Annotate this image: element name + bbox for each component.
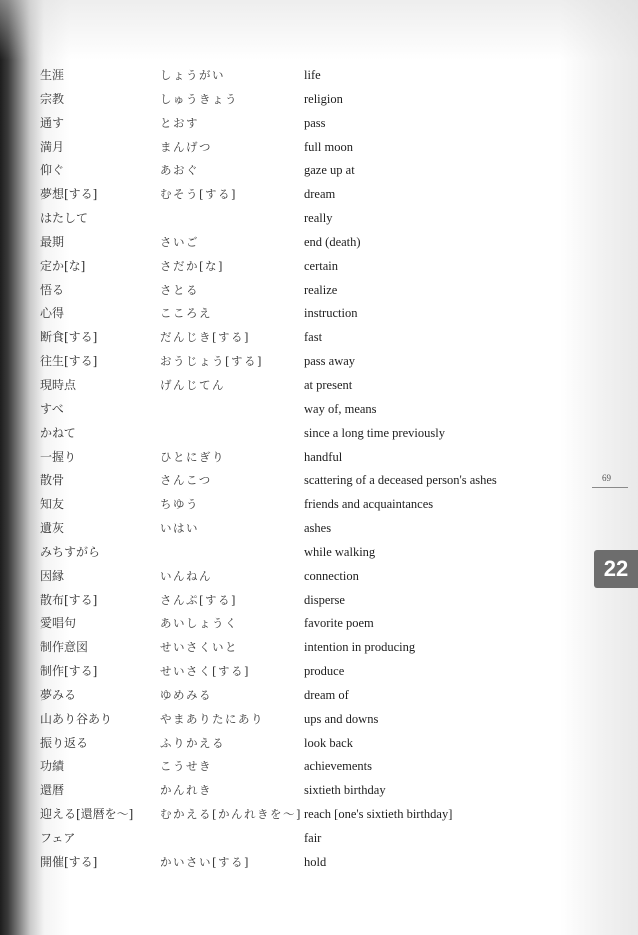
vocab-row	[0, 589, 560, 613]
vocab-reading: むそう[する]	[160, 187, 237, 202]
vocab-row	[0, 517, 560, 541]
vocab-row	[0, 136, 560, 160]
vocab-meaning: gaze up at	[304, 163, 355, 178]
vocab-meaning: really	[304, 211, 333, 226]
vocab-meaning: way of, means	[304, 401, 377, 416]
vocab-meaning: at present	[304, 377, 353, 392]
vocab-meaning: while walking	[304, 544, 376, 559]
vocab-term: 制作意図	[40, 640, 89, 655]
vocab-reading: さいご	[160, 234, 199, 249]
vocab-term: 夢想[する]	[40, 187, 98, 202]
vocab-term: 最期	[40, 234, 65, 249]
vocab-meaning: reach [one's sixtieth birthday]	[304, 807, 453, 822]
vocab-row	[0, 660, 560, 684]
vocab-reading: あおぐ	[160, 163, 199, 178]
vocab-row	[0, 64, 560, 88]
vocab-row	[0, 851, 560, 875]
vocabulary-list	[0, 64, 560, 875]
vocab-term: 夢みる	[40, 687, 77, 702]
vocab-row	[0, 255, 560, 279]
vocab-term: 山あり谷あり	[40, 711, 113, 726]
vocab-term: 散骨	[40, 473, 65, 488]
vocab-row	[0, 183, 560, 207]
vocab-meaning: scattering of a deceased person's ashes	[304, 473, 497, 488]
vocab-term: みちすがら	[40, 544, 101, 559]
vocab-term: 一握り	[40, 449, 77, 464]
vocab-row	[0, 398, 560, 422]
vocab-reading: とおす	[160, 115, 199, 130]
vocab-term: 遺灰	[40, 521, 65, 536]
vocab-row	[0, 231, 560, 255]
vocab-meaning: end (death)	[304, 234, 361, 249]
vocab-term: かねて	[40, 425, 76, 440]
vocab-reading: やまありたにあり	[160, 711, 264, 726]
vocab-row	[0, 827, 560, 851]
vocab-meaning: certain	[304, 258, 339, 273]
vocab-row	[0, 446, 560, 470]
vocab-row	[0, 779, 560, 803]
page-number: 69	[602, 473, 611, 483]
vocab-row	[0, 708, 560, 732]
vocab-term: 往生[する]	[40, 354, 98, 369]
vocab-reading: いはい	[160, 521, 199, 536]
vocab-meaning: ashes	[304, 521, 332, 536]
vocab-reading: むかえる[かんれきを〜]	[160, 807, 302, 822]
vocab-term: 仰ぐ	[40, 163, 65, 178]
vocab-meaning: achievements	[304, 759, 373, 774]
vocab-term: 満月	[40, 139, 65, 154]
vocab-reading: ゆめみる	[160, 687, 212, 702]
vocab-row	[0, 565, 560, 589]
vocab-reading: さんこつ	[160, 473, 212, 488]
vocab-row	[0, 326, 560, 350]
vocab-term: 愛唱句	[40, 616, 77, 631]
vocab-reading: かいさい[する]	[160, 854, 250, 869]
vocab-row	[0, 732, 560, 756]
vocab-meaning: life	[304, 68, 321, 82]
vocab-meaning: disperse	[304, 592, 345, 607]
page-number-rule	[592, 487, 628, 488]
vocab-reading: だんじき[する]	[160, 330, 250, 345]
vocab-row	[0, 374, 560, 398]
vocab-meaning: friends and acquaintances	[304, 497, 434, 512]
vocab-term: 宗教	[40, 91, 65, 106]
vocab-term: 定か[な]	[40, 258, 86, 273]
vocab-row	[0, 636, 560, 660]
vocab-reading: せいさく[する]	[160, 664, 250, 679]
vocab-meaning: full moon	[304, 139, 353, 154]
vocab-reading: まんげつ	[160, 139, 212, 154]
vocab-row	[0, 612, 560, 636]
vocab-reading: さだか[な]	[160, 258, 224, 273]
vocab-row	[0, 469, 560, 493]
vocab-reading: ひとにぎり	[160, 449, 225, 464]
vocab-reading: こころえ	[160, 306, 212, 321]
vocab-reading: あいしょうく	[160, 616, 238, 631]
vocab-term: 迎える[還暦を〜]	[40, 807, 134, 822]
vocab-row	[0, 684, 560, 708]
vocab-term: 現時点	[40, 377, 77, 392]
vocab-row	[0, 279, 560, 303]
vocab-term: すべ	[40, 401, 64, 416]
vocab-term: フェア	[40, 831, 76, 845]
vocab-meaning: fair	[304, 831, 322, 845]
vocab-row	[0, 88, 560, 112]
vocab-reading: ふりかえる	[160, 735, 225, 750]
vocab-meaning: religion	[304, 91, 343, 106]
vocab-row	[0, 803, 560, 827]
vocab-meaning: pass away	[304, 354, 356, 369]
vocab-row	[0, 112, 560, 136]
vocab-row	[0, 493, 560, 517]
vocab-meaning: fast	[304, 330, 323, 345]
vocab-reading: さとる	[160, 282, 199, 297]
vocab-reading: せいさくいと	[160, 640, 238, 655]
vocab-meaning: handful	[304, 449, 343, 464]
vocab-meaning: intention in producing	[304, 640, 416, 655]
vocab-reading: かんれき	[160, 783, 212, 798]
vocab-row	[0, 541, 560, 565]
vocab-term: 散布[する]	[40, 592, 98, 607]
vocab-term: 悟る	[40, 282, 65, 297]
vocab-meaning: favorite poem	[304, 616, 374, 631]
vocab-reading: さんぷ[する]	[160, 592, 237, 607]
vocab-meaning: produce	[304, 664, 345, 679]
vocab-meaning: dream	[304, 187, 336, 202]
vocab-row	[0, 422, 560, 446]
vocab-meaning: sixtieth birthday	[304, 783, 386, 798]
vocab-row	[0, 350, 560, 374]
vocab-term: 心得	[40, 306, 65, 321]
vocab-reading: おうじょう[する]	[160, 354, 263, 369]
vocab-term: 功績	[40, 759, 65, 774]
vocab-meaning: ups and downs	[304, 711, 379, 726]
vocab-reading: しゅうきょう	[160, 91, 238, 106]
vocab-row	[0, 755, 560, 779]
vocab-term: 振り返る	[40, 735, 89, 750]
vocab-term: 開催[する]	[40, 854, 98, 869]
vocab-term: 断食[する]	[40, 330, 98, 345]
vocab-meaning: dream of	[304, 687, 349, 702]
vocab-term: 因縁	[40, 568, 65, 583]
vocab-meaning: realize	[304, 282, 338, 297]
vocab-term: 制作[する]	[40, 664, 98, 679]
vocab-reading: しょうがい	[160, 68, 225, 82]
vocab-row	[0, 159, 560, 183]
vocab-meaning: connection	[304, 568, 359, 583]
vocab-row	[0, 302, 560, 326]
vocab-reading: こうせき	[160, 759, 212, 774]
vocab-term: 知友	[40, 497, 65, 512]
vocab-term: はたして	[40, 211, 89, 226]
vocab-reading: げんじてん	[160, 377, 225, 392]
vocab-meaning: hold	[304, 854, 327, 869]
vocab-term: 生涯	[40, 68, 65, 82]
vocab-term: 通す	[40, 115, 65, 130]
vocab-reading: いんねん	[160, 568, 212, 583]
vocab-meaning: look back	[304, 735, 353, 750]
vocab-meaning: pass	[304, 115, 326, 130]
vocab-meaning: since a long time previously	[304, 425, 445, 440]
vocab-term: 還暦	[40, 783, 65, 798]
vocab-meaning: instruction	[304, 306, 358, 321]
vocab-row	[0, 207, 560, 231]
vocab-reading: ちゆう	[160, 497, 199, 512]
chapter-tab: 22	[594, 550, 638, 588]
